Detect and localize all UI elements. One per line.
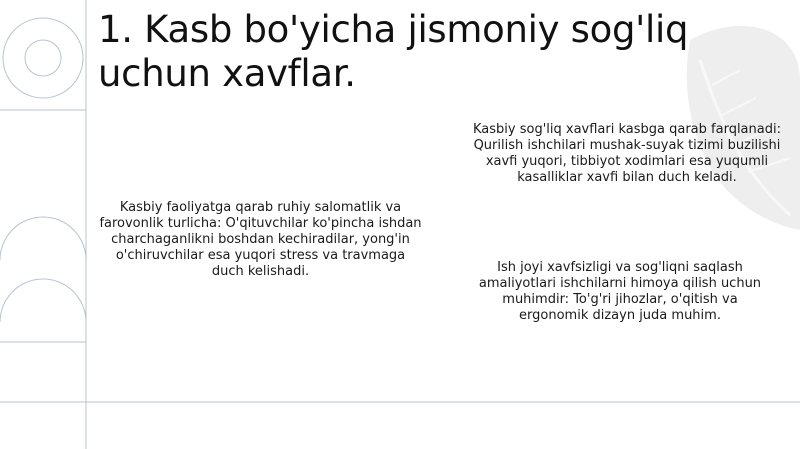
arch-lower-shape [0, 279, 86, 342]
circle-outer-shape [3, 18, 83, 98]
circle-inner-shape [25, 40, 61, 76]
slide-title: 1. Kasb bo'yicha jismoniy sog'liq uchun xavflar. [98, 8, 689, 95]
paragraph-workplace-safety: Ish joyi xavfsizligi va sog'liqni saqlash amaliyotlari ishchilarni himoya qilish uchun muhimdir: To'g'ri jihozlar, o'qitish va ergonomik dizayn juda muhim. [478, 260, 762, 323]
paragraph-occupational-risks: Kasbiy sog'liq xavflari kasbga qarab farqlanadi: Qurilish ishchilari mushak-suyak tizimi buzilishi xavfi yuqori, tibbiyot xodimlari esa yuqumli kasalliklar xavfi bilan duch keladi. [473, 122, 781, 185]
arch-upper-shape [0, 217, 86, 260]
paragraph-mental-health: Kasbiy faoliyatga qarab ruhiy salomatlik va farovonlik turlicha: O'qituvchilar ko'pincha ishdan charchaganlikni boshdan kechiradilar, yong'in o'chiruvchilar esa yuqori stress va travmaga duch kelishadi. [99, 200, 422, 279]
